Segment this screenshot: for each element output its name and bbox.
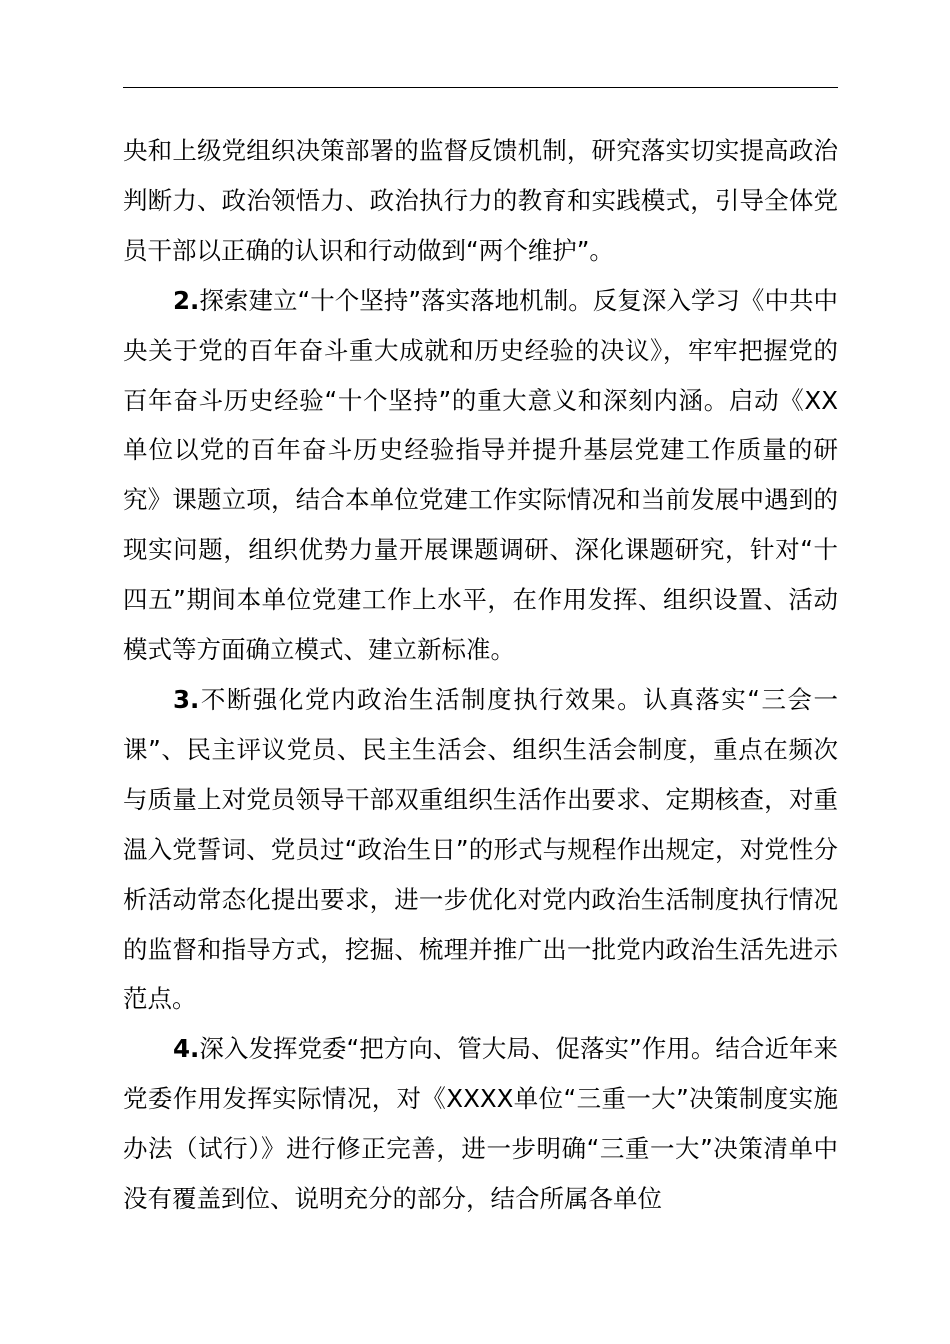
item-heading: 不断强化党内政治生活制度执行效果。 xyxy=(199,684,644,714)
paragraph-text: 认真落实“三会一课”、民主评议党员、民主生活会、组织生活会制度，重点在频次与质量上对党员领导干部双重组织生活作出要求、定期核查，对重温入党誓词、党员过“政治生日”的形式与规程作出规定，对党性分析活动常态化提出要求，进一步优化对党内政治生活制度执行情况的监督和指导方式，挖掘、梳理并推广出一批党内政治生活先进示范点。 xyxy=(123,684,839,1014)
paragraph-item-2 xyxy=(123,276,838,675)
item-number: 4. xyxy=(173,1034,200,1064)
paragraph-text: 结合近年来党委作用发挥实际情况，对《XXXX单位“三重一大”决策制度实施办法（试行）》进行修正完善，进一步明确“三重一大”决策清单中没有覆盖到位、说明充分的部分，结合所属各单位 xyxy=(123,1034,839,1214)
paragraph-continuation xyxy=(123,126,838,276)
paragraph-item-3 xyxy=(123,675,838,1024)
document-body xyxy=(123,126,838,1224)
item-heading: 探索建立“十个坚持”落实落地机制。 xyxy=(199,285,593,315)
paragraph-item-4 xyxy=(123,1024,838,1224)
paragraph-text: 反复深入学习《中共中央关于党的百年奋斗重大成就和历史经验的决议》，牢牢把握党的百年奋斗历史经验“十个坚持”的重大意义和深刻内涵。启动《XX单位以党的百年奋斗历史经验指导并提升基层党建工作质量的研究》课题立项，结合本单位党建工作实际情况和当前发展中遇到的现实问题，组织优势力量开展课题调研、深化课题研究，针对“十四五”期间本单位党建工作上水平，在作用发挥、组织设置、活动模式等方面确立模式、建立新标准。 xyxy=(123,285,838,665)
paragraph-text: 央和上级党组织决策部署的监督反馈机制，研究落实切实提高政治判断力、政治领悟力、政治执行力的教育和实践模式，引导全体党员干部以正确的认识和行动做到“两个维护”。 xyxy=(123,136,838,265)
item-number: 3. xyxy=(173,684,200,714)
item-heading: 深入发挥党委“把方向、管大局、促落实”作用。 xyxy=(199,1034,716,1064)
item-number: 2. xyxy=(173,285,200,315)
header-rule xyxy=(123,87,838,88)
